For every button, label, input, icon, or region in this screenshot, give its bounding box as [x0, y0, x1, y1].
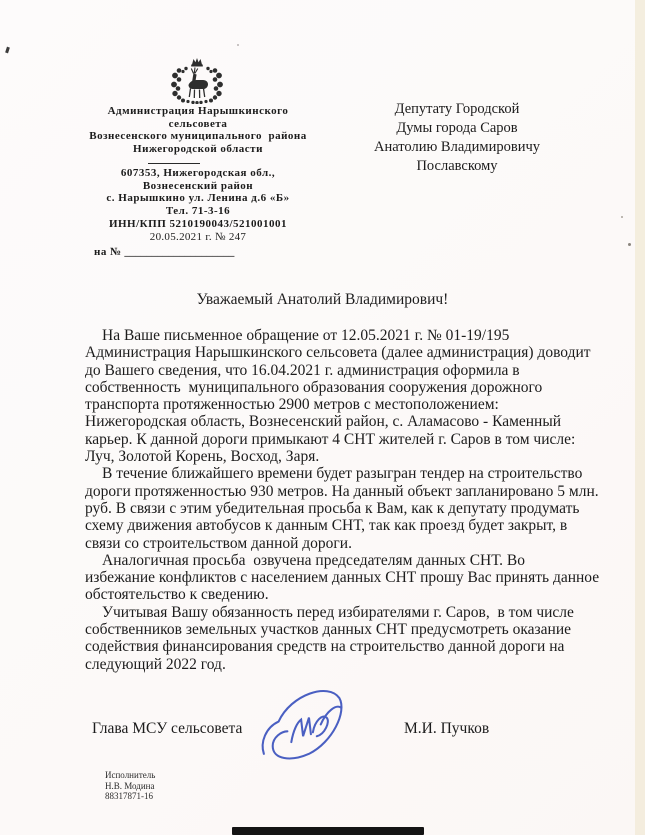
signer-name: М.И. Пучков — [404, 720, 490, 737]
letterhead-org-line: сельсовета — [168, 117, 228, 130]
scan-speck — [5, 47, 10, 54]
body-line: дороги протяженностью 930 метров. На данный объект запланировано 5 млн. — [85, 482, 599, 500]
body-line: избежание конфликтов с населением данных СНТ прошу Вас принять данное — [85, 569, 600, 587]
body-line: В течение ближайшего времени будет разыгран тендер на строительство — [102, 465, 583, 483]
body-paragraph — [85, 552, 630, 604]
letterhead-org-line: Нижегородской области — [133, 143, 263, 156]
body-line: собственность муниципального образования сооружения дорожного — [85, 378, 543, 396]
reply-reference-line — [44, 246, 352, 259]
letterhead-org-line: Администрация Нарышкинского — [107, 105, 289, 117]
addressee-line: Депутату Городской — [394, 101, 520, 117]
body-line: до Вашего сведения, что 16.04.2021 г. администрация оформила в — [85, 361, 520, 379]
handwritten-signature-icon — [258, 681, 356, 765]
body-line: связи со строительством данной дороги. — [85, 534, 352, 552]
scan-edge-tint — [635, 0, 645, 835]
body-line: Учитывая Вашу обязанность перед избирателями г. Саров, в том числе — [102, 603, 574, 621]
letter-date-number: 20.05.2021 г. № 247 — [149, 231, 247, 244]
signer-position: Глава МСУ сельсовета — [92, 720, 243, 737]
letterhead-block — [44, 105, 352, 259]
reply-ref-label: на № — [94, 246, 122, 259]
addressee-block — [352, 100, 562, 176]
body-line: Аналогичная просьба озвучена председателям данных СНТ. Во — [102, 551, 525, 569]
deer-coat-of-arms-icon — [166, 56, 228, 104]
letterhead-address-line: 607353, Нижегородская обл., — [120, 166, 276, 179]
letterhead-address-line: Вознесенский район — [142, 179, 254, 192]
body-line: схему движения автобусов к данным СНТ, так как проезд будет закрыт, в — [85, 517, 568, 535]
executor-line: Н.В. Модина — [105, 780, 155, 791]
letterhead-org-lines — [44, 105, 352, 156]
scan-shadow-bar — [232, 827, 424, 835]
letterhead-address-line: ИНН/КПП 5210190043/521001001 — [108, 217, 288, 230]
body-line: собственников земельных участков данных СНТ предусмотреть оказание — [85, 621, 572, 639]
body-line: транспорта протяженностью 2900 метров с местоположением: — [85, 396, 499, 414]
salutation: Уважаемый Анатолий Владимирович! — [196, 291, 449, 308]
letterhead-org-line: Вознесенского муниципального района — [89, 130, 307, 143]
body-paragraph — [85, 604, 630, 673]
executor-block — [105, 770, 155, 802]
body-line: На Ваше письменное обращение от 12.05.2021 г. № 01-19/195 — [102, 327, 510, 344]
addressee-line: Думы города Саров — [396, 120, 518, 136]
body-line: Луч, Золотой Корень, Восход, Заря. — [85, 448, 320, 466]
body-line: Нижегородская область, Вознесенский район, с. Аламасово - Каменный — [85, 413, 562, 431]
scan-speck — [621, 216, 623, 218]
executor-line: Исполнитель — [105, 770, 156, 780]
body-line: Администрация Нарышкинского сельсовета (далее администрация) доводит — [85, 344, 591, 362]
letterhead-address-lines — [44, 167, 352, 231]
scan-speck — [628, 243, 631, 246]
executor-line: 88317871-16 — [105, 791, 153, 802]
letterhead-address-line: с. Нарышкино ул. Ленина д.6 «Б» — [106, 192, 290, 205]
body-line: карьер. К данной дороги примыкают 4 СНТ жителей г. Саров в том числе: — [85, 430, 576, 448]
body-line: следующий 2022 год. — [85, 655, 226, 673]
scan-speck — [237, 44, 239, 46]
body-paragraph — [85, 465, 630, 551]
body-line: обстоятельство к сведению. — [85, 586, 269, 604]
letter-body — [85, 327, 630, 673]
addressee-line: Анатолию Владимировичу — [373, 139, 540, 155]
body-line: руб. В связи с этим убедительная просьба к Вам, как к депутату продумать — [85, 499, 580, 517]
body-line: содействия финансирования средств на строительство данной дороги на — [85, 638, 565, 656]
body-paragraph — [85, 327, 630, 465]
reply-ref-blank: ____________________ — [121, 246, 235, 259]
addressee-line: Пославскому — [416, 158, 498, 174]
letterhead-address-line: Тел. 71-3-16 — [165, 204, 231, 217]
letterhead-divider — [148, 159, 200, 164]
